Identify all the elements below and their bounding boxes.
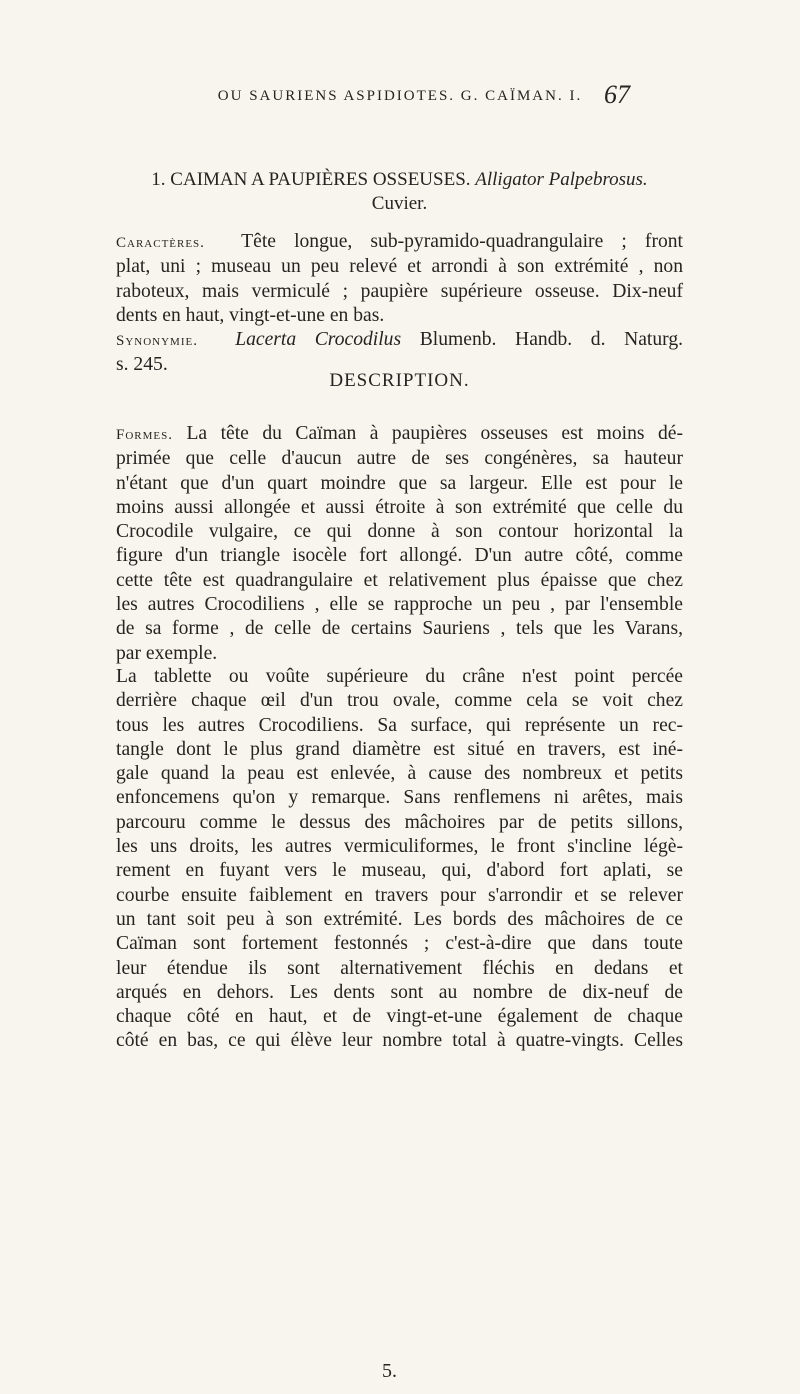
paragraph-line: Caïman sont fortement festonnés ; c'est-à-dire que dans toute xyxy=(116,933,683,955)
paragraph-line: leur étendue ils sont alternativement fléchis en dedans et xyxy=(116,957,683,979)
caracteres-line-1: Caractères. Tête longue, sub-pyramido-quadrangulaire ; front xyxy=(116,231,684,252)
paragraph-line: La tablette ou voûte supérieure du crâne n'est point percée xyxy=(116,666,683,687)
title-main: 1. CAIMAN A PAUPIÈRES OSSEUSES. xyxy=(151,169,471,190)
paragraph-line: côté en bas, ce qui élève leur nombre total à quatre-vingts. Celles xyxy=(116,1030,683,1052)
formes-line: cette tête est quadrangulaire et relativement plus épaisse que chez xyxy=(116,569,683,591)
title-latin: Alligator Palpebrosus. xyxy=(475,169,648,190)
paragraph-line: gale quand la peau est enlevée, à cause des nombreux et petits xyxy=(116,763,683,785)
caracteres-line-3: raboteux, mais vermiculé ; paupière supérieure osseuse. Dix-neuf xyxy=(116,280,683,302)
paragraph-line: chaque côté en haut, et de vingt-et-une également de chaque xyxy=(116,1006,683,1028)
paragraph-line: rement en fuyant vers le museau, qui, d'abord fort aplati, se xyxy=(116,860,683,882)
paragraph-line: parcouru comme le dessus des mâchoires par de petits sillons, xyxy=(116,811,683,833)
paragraph-line: arqués en dehors. Les dents sont au nombre de dix-neuf de xyxy=(116,981,683,1003)
synonymie-latin: Lacerta Crocodilus xyxy=(235,329,402,351)
title-author: Cuvier. xyxy=(371,193,428,214)
formes-line: primée que celle d'aucun autre de ses congénères, sa hauteur xyxy=(116,448,683,470)
formes-line: de sa forme , de celle de certains Sauriens , tels que les Varans, xyxy=(116,618,683,640)
page-number: 67 xyxy=(604,80,630,109)
formes-line: n'étant que d'un quart moindre que sa largeur. Elle est pour le xyxy=(116,472,683,494)
caracteres-line-4: dents en haut, vingt-et-une en bas. xyxy=(116,304,385,326)
paragraph-line: un tant soit peu à son extrémité. Les bords des mâchoires de ce xyxy=(116,908,683,930)
section-heading: DESCRIPTION. xyxy=(329,370,470,391)
synonymie-line-1: Synonymie. Lacerta Crocodilus Blumenb. Handb. d. Naturg. xyxy=(116,329,684,351)
paragraph-line: les uns droits, les autres vermiculiformes, le front s'incline légè- xyxy=(116,836,683,858)
formes-line: moins aussi allongée et aussi étroite à son extrémité que celle du xyxy=(116,496,683,518)
caracteres-paragraph xyxy=(116,230,683,378)
caracteres-line-2: plat, uni ; museau un peu relevé et arrondi à son extrémité , non xyxy=(116,256,683,278)
running-head: OU SAURIENS ASPIDIOTES. G. CAÏMAN. I. xyxy=(217,88,583,104)
formes-line: les autres Crocodiliens , elle se rapproche un peu , par l'ensemble xyxy=(116,594,683,616)
formes-label: Formes. xyxy=(116,427,173,443)
paragraph-line: tous les autres Crocodiliens. Sa surface, qui représente un rec- xyxy=(116,714,683,736)
species-title xyxy=(116,168,683,216)
synonymie-line-2: s. 245. xyxy=(116,354,168,376)
formes-paragraph xyxy=(116,422,683,666)
paragraph-line: tangle dont le plus grand diamètre est situé en travers, est iné- xyxy=(116,738,683,760)
formes-line: par exemple. xyxy=(116,642,218,664)
paragraph-line: courbe ensuite faiblement en travers pour s'arrondir et se relever xyxy=(116,884,683,906)
paragraph-line: enfoncemens qu'on y remarque. Sans renflemens ni arêtes, mais xyxy=(116,787,683,809)
formes-line-1: Formes. La tête du Caïman à paupières osseuses est moins dé- xyxy=(116,423,684,444)
caracteres-label: Caractères. xyxy=(116,235,205,251)
formes-line: Crocodile vulgaire, ce qui donne à son contour horizontal la xyxy=(116,521,683,543)
synonymie-label: Synonymie. xyxy=(116,333,198,350)
paragraph-line: derrière chaque œil d'un trou ovale, comme cela se voit chez xyxy=(116,690,683,712)
formes-line: figure d'un triangle isocèle fort allongé. D'un autre côté, comme xyxy=(116,545,683,567)
crane-paragraph xyxy=(116,665,683,1054)
signature-mark: 5. xyxy=(382,1360,397,1382)
